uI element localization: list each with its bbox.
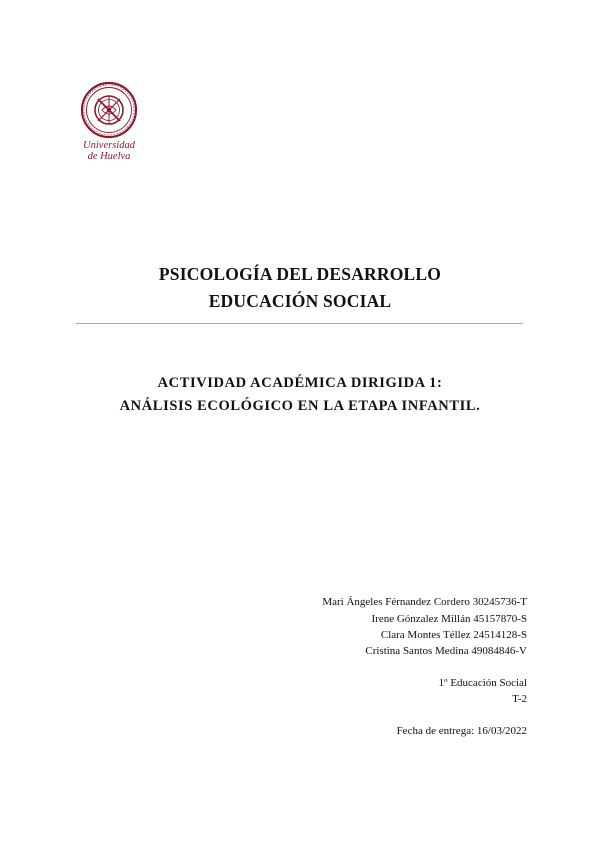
author-1: Mari Ángeles Férnandez Cordero 30245736-T xyxy=(322,596,527,608)
title-divider xyxy=(76,323,523,324)
university-logo xyxy=(78,80,140,168)
logo-text-line2: de Huelva xyxy=(87,151,131,162)
delivery-date: Fecha de entrega: 16/03/2022 xyxy=(396,725,527,737)
author-4: Cristina Santos Medina 49084846-V xyxy=(365,645,527,657)
activity-title: ACTIVIDAD ACADÉMICA DIRIGIDA 1: xyxy=(157,375,443,391)
course-group: T-2 xyxy=(512,693,527,705)
course-title: PSICOLOGÍA DEL DESARROLLO xyxy=(158,264,442,284)
activity-subtitle: ANÁLISIS ECOLÓGICO EN LA ETAPA INFANTIL. xyxy=(119,398,481,414)
degree-title: EDUCACIÓN SOCIAL xyxy=(208,291,392,311)
author-2: Irene Gónzalez Millán 45157870-S xyxy=(371,613,527,625)
course-name: 1º Educación Social xyxy=(438,677,527,689)
author-3: Clara Montes Téllez 24514128-S xyxy=(380,629,527,641)
logo-text-line1: Universidad xyxy=(83,140,135,151)
university-seal-icon xyxy=(78,80,140,140)
